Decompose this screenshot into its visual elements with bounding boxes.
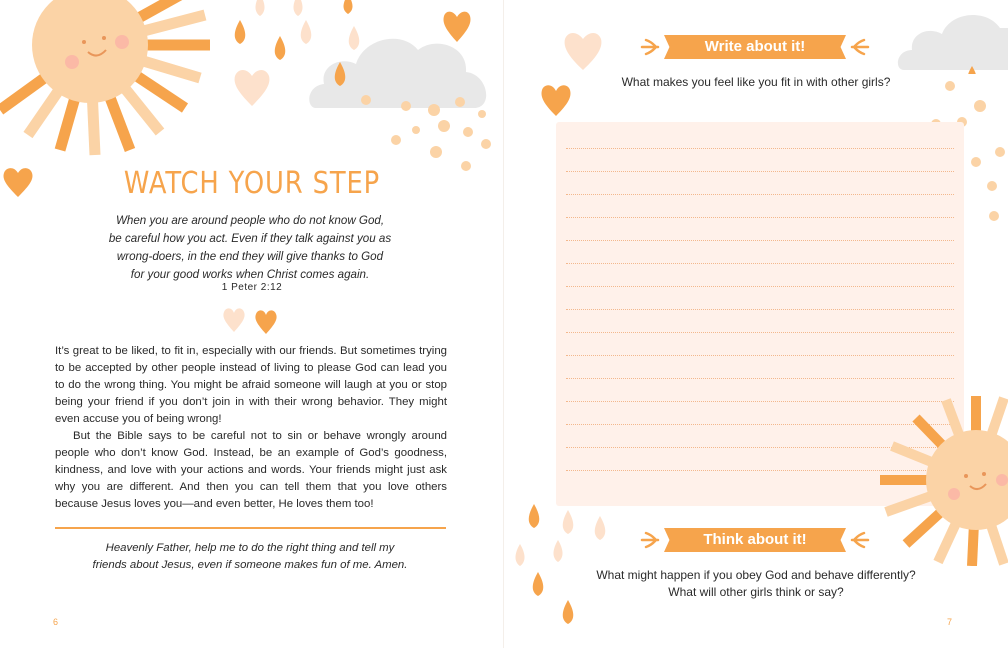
prayer-line: friends about Jesus, even if someone makes fun of me. Amen. [92,559,408,571]
banner-label: Write about it! [704,38,806,55]
writing-line [566,286,954,287]
verse-line: for your good works when Christ comes again. [130,268,370,281]
hearts-divider-icon [222,306,280,336]
prompt-line: What might happen if you obey God and behave differently? [596,568,916,582]
write-prompt: What makes you feel like you fit in with other girls? [621,75,891,89]
body-paragraph: But the Bible says to be careful not to sin or behave wrongly around people who don’t know God. Instead, be an example of God’s goodness, kindness, and love with your actions and words. Your friends might just ask why you are different. And then you can tell them that you love others because Jesus loves you—and even better, He loves them too! [55,430,447,510]
prompt-line: What will other girls think or say? [668,585,844,599]
writing-line [566,309,954,310]
writing-line [566,194,954,195]
writing-line [566,378,954,379]
scripture-reference: 1 Peter 2:12 [221,282,283,293]
sun-illustration [876,396,1008,566]
think-prompt [524,567,988,601]
writing-line [566,263,954,264]
heart-icon [2,165,34,199]
verse-line: When you are around people who do not know God, [115,214,385,227]
page-number: 6 [53,617,59,627]
prayer [60,540,440,574]
cloud-illustration [896,4,1008,74]
flourish-right-icon [850,529,870,551]
heart-icon [562,28,604,72]
banner-label: Think about it! [703,531,807,548]
writing-line [566,240,954,241]
flourish-right-icon [850,36,870,58]
writing-line [566,332,954,333]
writing-line [566,171,954,172]
think-about-it-banner [650,526,860,554]
writing-line [566,217,954,218]
page-title: WATCH YOUR STEP [123,166,381,201]
write-about-it-banner [650,33,860,61]
divider [55,527,446,529]
body-paragraph: It’s great to be liked, to fit in, especially with our friends. But sometimes trying to be accepted by other people instead of living to please God can lead you to do the wrong thing. You might be afraid someone will laugh at you or stop being your friend if you don’t join in with their wrong behavior. They might even accuse you of being wrong! [55,345,447,425]
writing-line [566,355,954,356]
prayer-line: Heavenly Father, help me to do the right thing and tell my [105,542,395,554]
devotional-body [55,343,447,513]
page-number: 7 [947,617,953,627]
scripture-verse [80,212,420,284]
verse-line: be careful how you act. Even if they talk against you as [108,232,392,245]
writing-line [566,148,954,149]
verse-line: wrong-doers, in the end they will give thanks to God [116,250,384,263]
right-page [504,0,1008,648]
sun-illustration [0,0,220,160]
